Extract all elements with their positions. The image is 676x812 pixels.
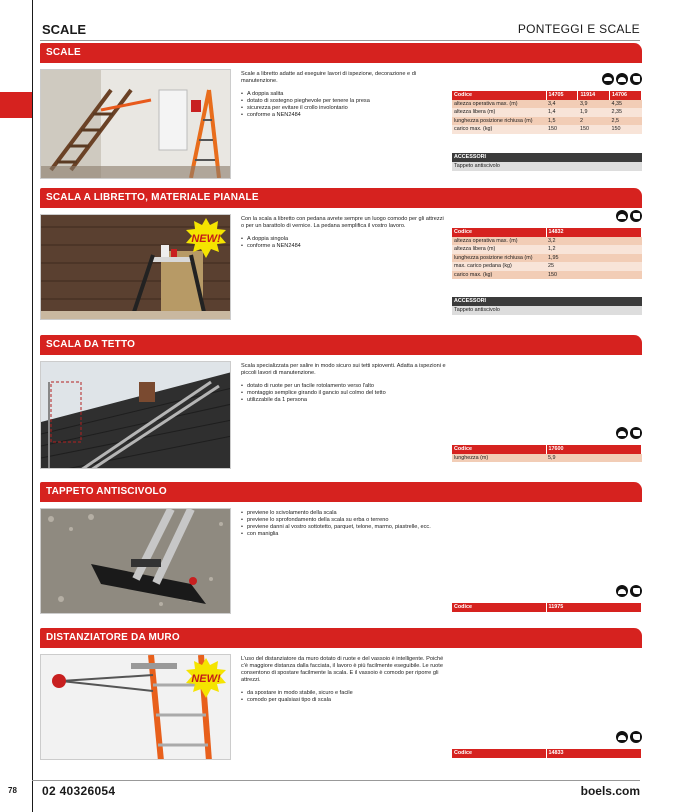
safety-icons [616,731,642,743]
chapter-tab [0,92,32,118]
helmet-icon [616,73,628,85]
footer-website[interactable]: boels.com [580,784,640,798]
new-badge [186,658,226,698]
accessories-value: Tappeto antiscivolo [452,162,642,171]
feature-item: • con maniglia [241,531,447,538]
table-row [452,117,642,126]
section-scala-libretto [40,188,642,328]
spec-table [452,603,642,612]
table-cell: 1,95 [546,254,642,263]
table-header-row [452,228,642,237]
gloves-icon [602,73,614,85]
table-cell: 150 [546,271,642,280]
table-row [452,262,642,271]
page-title: SCALE [42,22,87,37]
section-description [241,216,447,250]
feature-item: • utilizzabile da 1 persona [241,397,447,404]
section-description [241,71,447,119]
spec-table [452,749,642,758]
feature-item: • dotato di sostegno pieghevole per tenere la presa [241,98,447,105]
accessories-label: ACCESSORI [452,153,642,162]
header-cell: 11914 [578,91,610,100]
description-text: Scala specializzata per salire in modo sicuro sui tetti spioventi. Adatta a ispezioni e piccoli lavori di manutenzione. [241,363,446,376]
boots-icon [630,731,642,743]
safety-icons [602,73,642,85]
table-cell: 25 [546,262,642,271]
table-cell: 5,9 [546,454,642,463]
row-label: lunghezza posizione richiusa (m) [452,117,546,126]
table-header-row [452,749,642,758]
table-cell: 2 [578,117,610,126]
table-cell: 1,5 [546,117,578,126]
header-cell: Codice [452,749,546,758]
helmet-icon [616,427,628,439]
header-cell: 14832 [546,228,642,237]
section-description [241,510,447,538]
row-label: max. carico pedana (kg) [452,262,546,271]
new-badge-text: NEW! [191,233,221,245]
header-divider [40,40,640,41]
safety-icons [616,210,642,222]
row-label: carico max. (kg) [452,125,546,134]
safety-icons [616,427,642,439]
footer-phone[interactable]: 02 40326054 [42,784,116,798]
boots-icon [630,585,642,597]
feature-list [241,91,447,119]
table-row [452,125,642,134]
feature-item: • comodo per qualsiasi tipo di scala [241,697,447,704]
row-label: carico max. (kg) [452,271,546,280]
boots-icon [630,427,642,439]
page-header [40,20,640,38]
row-label: lunghezza (m) [452,454,546,463]
feature-item: • A doppia singola [241,236,447,243]
description-text: Con la scala a libretto con pedana avrete sempre un luogo comodo per gli attrezzi o per un barattolo di vernice. La pedana semplifica il vostro lavoro. [241,216,444,229]
table-cell: 1,2 [546,245,642,254]
table-cell: 3,4 [546,100,578,109]
accessories-label: ACCESSORI [452,297,642,306]
feature-item: • da spostare in modo stabile, sicuro e facile [241,690,447,697]
header-cell: 14833 [546,749,642,758]
section-title: SCALA A LIBRETTO, MATERIALE PIANALE [40,188,642,208]
accessories-box [452,153,642,171]
feature-list [241,690,447,704]
table-row [452,237,642,246]
header-cell: 14705 [546,91,578,100]
table-row [452,100,642,109]
feature-list [241,383,447,404]
table-row [452,271,642,280]
header-cell: 14706 [610,91,642,100]
row-label: altezza operativa max. (m) [452,100,546,109]
table-row [452,454,642,463]
product-photo-tappeto [40,508,231,614]
feature-item: • previene lo sprofondamento della scala su erba o terreno [241,517,447,524]
header-cell: Codice [452,603,546,612]
table-cell: 2,35 [610,108,642,117]
spec-table [452,228,642,279]
page-category: PONTEGGI E SCALE [517,22,640,36]
table-cell: 150 [578,125,610,134]
row-label: lunghezza posizione richiusa (m) [452,254,546,263]
table-cell: 3,9 [578,100,610,109]
safety-icons [616,585,642,597]
row-label: altezza libera (m) [452,108,546,117]
helmet-icon [616,210,628,222]
product-photo-scale [40,69,231,179]
feature-item: • dotato di ruote per un facile rotolamento verso l'alto [241,383,447,390]
new-badge [186,218,226,258]
feature-list [241,236,447,250]
section-description [241,656,447,704]
table-row [452,108,642,117]
table-cell: 150 [546,125,578,134]
footer-divider [32,780,640,781]
accessories-value: Tappeto antiscivolo [452,306,642,315]
section-description [241,363,447,404]
row-label: altezza operativa max. (m) [452,237,546,246]
description-text: Scale a libretto adatte ad eseguire lavori di ispezione, decorazione e di manutenzione. [241,71,417,84]
section-distanziatore [40,628,642,763]
header-cell: 17600 [546,445,642,454]
table-cell: 1,4 [546,108,578,117]
header-cell: 11975 [546,603,642,612]
feature-item: • conforme a NEN2484 [241,243,447,250]
feature-item: • conforme a NEN2484 [241,112,447,119]
spec-table [452,445,642,462]
new-badge-text: NEW! [191,673,221,685]
row-label: altezza libera (m) [452,245,546,254]
accessories-box [452,297,642,315]
header-cell: Codice [452,228,546,237]
table-cell: 4,35 [610,100,642,109]
feature-item: • previene danni al vostro sottotetto, parquet, telone, marmo, piastrelle, ecc. [241,524,447,531]
table-header-row [452,603,642,612]
boots-icon [630,210,642,222]
table-cell: 1,9 [578,108,610,117]
page-number: 78 [8,786,17,795]
table-header-row [452,91,642,100]
section-scale [40,43,642,183]
section-title: DISTANZIATORE DA MURO [40,628,642,648]
feature-list [241,510,447,538]
section-scala-tetto [40,335,642,470]
helmet-icon [616,731,628,743]
helmet-icon [616,585,628,597]
boots-icon [630,73,642,85]
table-cell: 2,5 [610,117,642,126]
table-cell: 150 [610,125,642,134]
table-header-row [452,445,642,454]
section-title: SCALA DA TETTO [40,335,642,355]
spec-table [452,91,642,134]
header-cell: Codice [452,91,546,100]
feature-item: • montaggio semplice girando il gancio sul colmo del tetto [241,390,447,397]
product-photo-tetto [40,361,231,469]
table-cell: 3,2 [546,237,642,246]
section-tappeto [40,482,642,617]
header-cell: Codice [452,445,546,454]
feature-item: • previene lo scivolamento della scala [241,510,447,517]
feature-item: • A doppia salita [241,91,447,98]
feature-item: • sicurezza per evitare il crollo involontario [241,105,447,112]
margin-line [32,0,33,812]
table-row [452,245,642,254]
table-row [452,254,642,263]
section-title: SCALE [40,43,642,63]
description-text: L'uso del distanziatore da muro dotato di ruote e del vassoio è intelligente. Poiché c'è maggiore distanza dalla facciata, il lavoro è più facilmente eseguibile. Le ruote consentono di spostare facilmente la scala. E il vassoio è comodo per riporre gli attrezzi. [241,656,444,683]
section-title: TAPPETO ANTISCIVOLO [40,482,642,502]
